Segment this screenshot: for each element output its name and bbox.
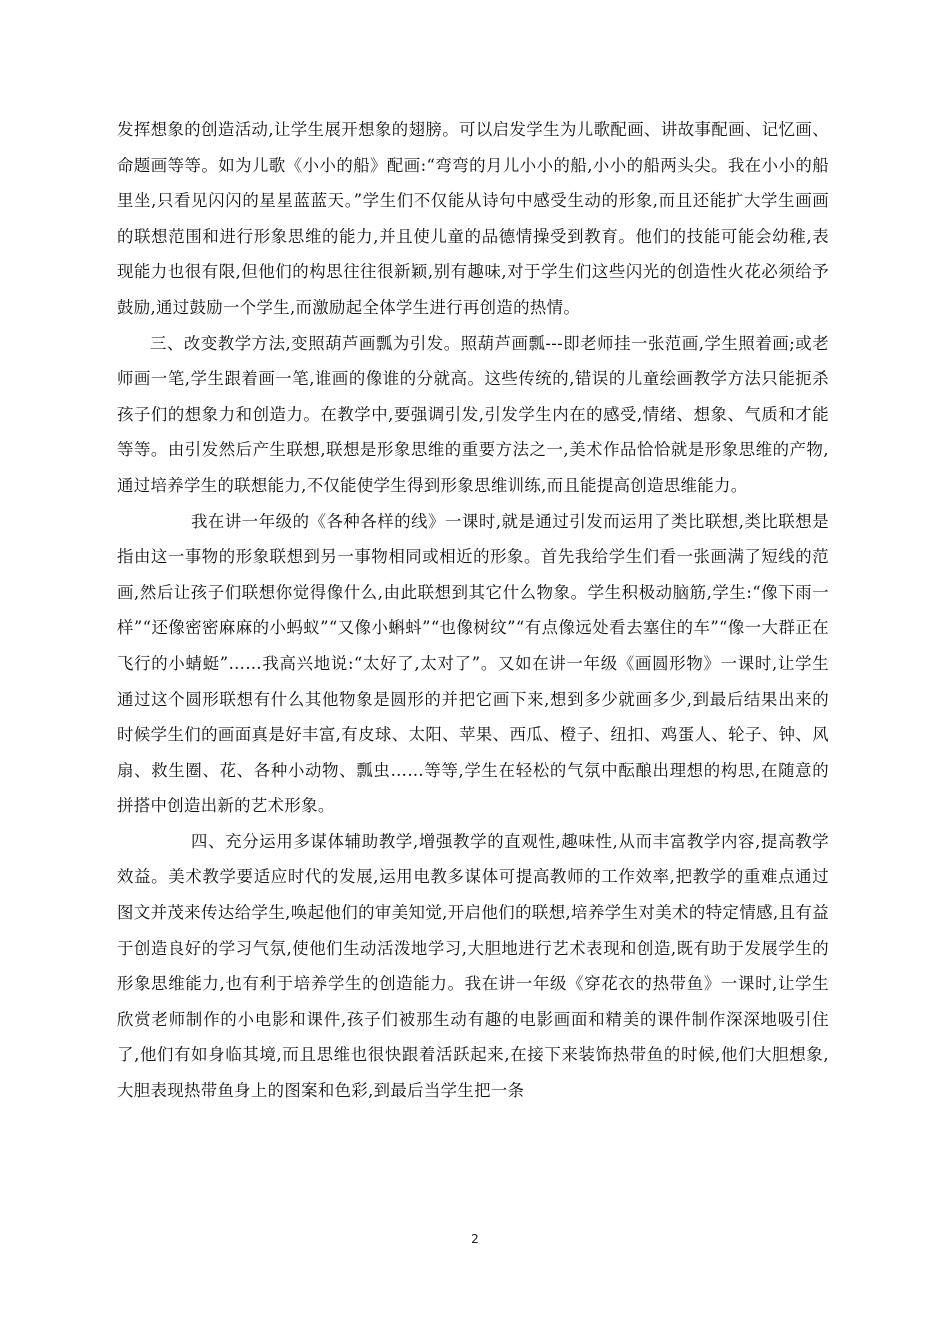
document-body bbox=[117, 112, 829, 1109]
paragraph-section-four: 四、充分运用多谋体辅助教学,增强教学的直观性,趣味性,从而丰富教学内容,提高教学效益。美术教学要适应时代的发展,运用电教多谋体可提高教师的工作效率,把教学的重难点通过图文并茂来传达给学生,唤起他们的审美知觉,开启他们的联想,培养学生对美术的特定情感,且有益于创造良好的学习气氛,使他们生动活泼地学习,大胆地进行艺术表现和创造,既有助于发展学生的形象思维能力,也有利于培养学生的创造能力。我在讲一年级《穿花衣的热带鱼》一课时,让学生欣赏老师制作的小电影和课件,孩子们被那生动有趣的电影画面和精美的课件制作深深地吸引住了,他们有如身临其境,而且思维也很快跟着活跃起来,在接下来装饰热带鱼的时候,他们大胆想象,大胆表现热带鱼身上的图案和色彩,到最后当学生把一条 bbox=[117, 831, 829, 1101]
paragraph-section-three: 三、改变教学方法,变照葫芦画瓢为引发。照葫芦画瓢---即老师挂一张范画,学生照着画;或老师画一笔,学生跟着画一笔,谁画的像谁的分就高。这些传统的,错误的儿童绘画教学方法只能扼杀孩子们的想象力和创造力。在教学中,要强调引发,引发学生内在的感受,情绪、想象、气质和才能等等。由引发然后产生联想,联想是形象思维的重要方法之一,美术作品恰恰就是形象思维的产物,通过培养学生的联想能力,不仅能使学生得到形象思维训练,而且能提高创造思维能力。 bbox=[117, 333, 829, 495]
page-number: 2 bbox=[471, 1232, 479, 1246]
paragraph-lines-example: 我在讲一年级的《各种各样的线》一课时,就是通过引发而运用了类比联想,类比联想是指由这一事物的形象联想到另一事物相同或相近的形象。首先我给学生们看一张画满了短线的范画,然后让孩子们联想你觉得像什么,由此联想到其它什么物象。学生积极动脑筋,学生:“像下雨一样”“还像密密麻麻的小蚂蚁”“又像小蝌蚪”“也像树纹”“有点像远处看去塞住的车”“像一大群正在飞行的小蜻蜓”……我高兴地说:“太好了,太对了”。又如在讲一年级《画圆形物》一课时,让学生通过这个圆形联想有什么其他物象是圆形的并把它画下来,想到多少就画多少,到最后结果出来的时候学生们的画面真是好丰富,有皮球、太阳、苹果、西瓜、橙子、纽扣、鸡蛋人、轮子、钟、风扇、救生圈、花、各种小动物、瓢虫……等等,学生在轻松的气氛中酝酿出理想的构思,在随意的拼搭中创造出新的艺术形象。 bbox=[117, 511, 829, 816]
paragraph-continuation: 发挥想象的创造活动,让学生展开想象的翅膀。可以启发学生为儿歌配画、讲故事配画、记忆画、命题画等等。如为儿歌《小小的船》配画:“弯弯的月儿小小的船,小小的船两头尖。我在小小的船里坐,只看见闪闪的星星蓝蓝天。”学生们不仅能从诗句中感受生动的形象,而且还能扩大学生画画的联想范围和进行形象思维的能力,并且使儿童的品德情操受到教育。他们的技能可能会幼稚,表现能力也很有限,但他们的构思往往很新颖,别有趣味,对于学生们这些闪光的创造性火花必须给予鼓励,通过鼓励一个学生,而激励起全体学生进行再创造的热情。 bbox=[117, 120, 829, 317]
